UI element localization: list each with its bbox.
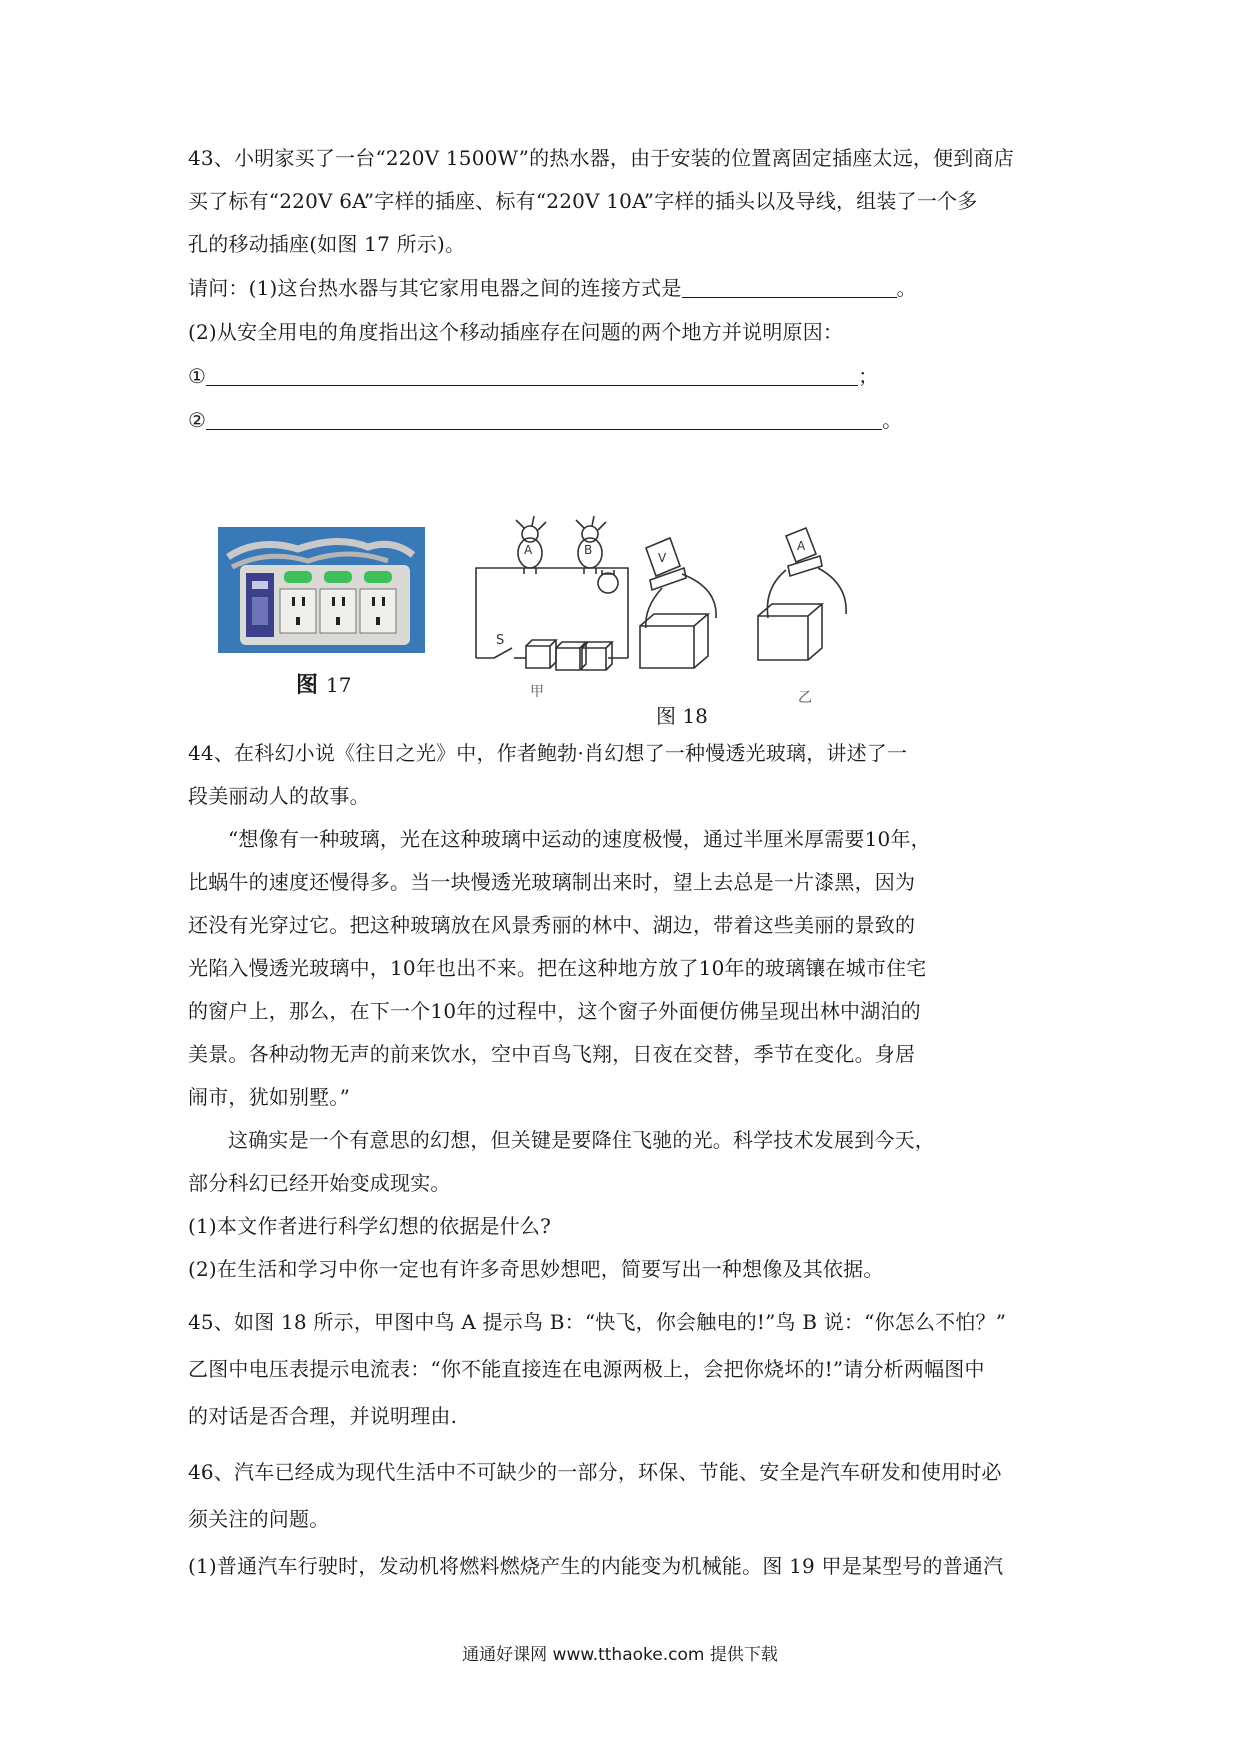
q45-line-1: 45、如图 18 所示，甲图中鸟 A 提示鸟 B：“快飞，你会触电的!”鸟 B 说：“你怎么不怕？”	[188, 1310, 1007, 1334]
q45-line-2: 乙图中电压表提示电流表：“你不能直接连在电源两极上，会把你烧坏的!”请分析两幅图中	[188, 1357, 985, 1381]
q44-quote-line-6: 美景。各种动物无声的前来饮水，空中百鸟飞翔，日夜在交替，季节在变化。身居	[188, 1042, 916, 1066]
q44-quote-line-3: 还没有光穿过它。把这种玻璃放在风景秀丽的林中、湖边，带着这些美丽的景致的	[188, 913, 916, 937]
sub-figure-yi-label: 乙	[798, 690, 812, 706]
sub-figure-jia-label: 甲	[530, 684, 544, 700]
voltmeter-label: V	[658, 551, 667, 565]
figure-17-caption-number: 17	[326, 673, 352, 697]
page-footer: 通通好课网 www.tthaoke.com 提供下载	[462, 1645, 778, 1665]
q43-ask-1-text: 请问：(1)这台热水器与其它家用电器之间的连接方式是	[188, 276, 682, 300]
bird-b-label: B	[584, 543, 593, 557]
q43-line-2: 买了标有“220V 6A”字样的插座、标有“220V 10A”字样的插头以及导线，组装了一个多	[188, 189, 978, 213]
q46-line-3: (1)普通汽车行驶时，发动机将燃料燃烧产生的内能变为机械能。图 19 甲是某型号的普通汽	[188, 1554, 1004, 1578]
q45-line-3: 的对话是否合理，并说明理由.	[188, 1404, 458, 1428]
q44-line-2: 段美丽动人的故事。	[188, 784, 370, 808]
q43-blank-1-end: ；	[858, 364, 879, 388]
q43-ask-2: (2)从安全用电的角度指出这个移动插座存在问题的两个地方并说明原因：	[188, 320, 844, 344]
q46-line-1: 46、汽车已经成为现代生活中不可缺少的一部分，环保、节能、安全是汽车研发和使用时必	[188, 1460, 1002, 1484]
answer-blank-problem-1[interactable]	[206, 365, 858, 386]
q44-line-1: 44、在科幻小说《往日之光》中，作者鲍勃·肖幻想了一种慢透光玻璃，讲述了一	[188, 741, 908, 765]
bird-a-label: A	[524, 543, 533, 557]
q43-line-3: 孔的移动插座(如图 17 所示)。	[188, 232, 466, 256]
figure-18-circuit-diagrams	[468, 508, 928, 708]
q44-sub-question-2: (2)在生活和学习中你一定也有许多奇思妙想吧，简要写出一种想像及其依据。	[188, 1257, 884, 1281]
ammeter-label: A	[797, 539, 806, 553]
q44-quote-line-2: 比蜗牛的速度还慢得多。当一块慢透光玻璃制出来时，望上去总是一片漆黑，因为	[188, 870, 916, 894]
figure-17-caption	[296, 668, 351, 699]
circled-one-mark: ①	[188, 364, 207, 388]
answer-blank-connection[interactable]	[682, 277, 897, 298]
q44-para-line-1: 这确实是一个有意思的幻想，但关键是要降住飞驰的光。科学技术发展到今天，	[228, 1128, 935, 1152]
answer-blank-problem-2[interactable]	[206, 409, 882, 430]
q43-blank-line-2	[188, 407, 1058, 433]
circled-two-mark: ②	[188, 408, 207, 432]
q44-sub-question-1: (1)本文作者进行科学幻想的依据是什么?	[188, 1214, 552, 1238]
q43-blank-2-end: 。	[882, 408, 903, 432]
switch-label: S	[496, 633, 505, 648]
figure-17-caption-label: 图	[296, 672, 319, 698]
q44-quote-line-4: 光陷入慢透光玻璃中，10年也出不来。把在这种地方放了10年的玻璃镶在城市住宅	[188, 956, 927, 980]
q44-quote-line-5: 的窗户上，那么，在下一个10年的过程中，这个窗子外面便仿佛呈现出林中湖泊的	[188, 999, 921, 1023]
q43-ask-1-end: 。	[896, 276, 917, 300]
q44-quote-line-7: 闹市，犹如别墅。”	[188, 1085, 351, 1109]
q46-line-2: 须关注的问题。	[188, 1507, 330, 1531]
figure-17-power-strip-photo	[218, 527, 425, 653]
q43-ask-1	[188, 275, 1058, 301]
q44-quote-line-1: “想像有一种玻璃，光在这种玻璃中运动的速度极慢，通过半厘米厚需要10年，	[228, 827, 931, 851]
figure-18-caption: 图 18	[656, 704, 708, 728]
q43-line-1: 43、小明家买了一台“220V 1500W”的热水器，由于安装的位置离固定插座太远，便到商店	[188, 146, 1014, 170]
q43-blank-line-1	[188, 363, 1058, 389]
q44-para-line-2: 部分科幻已经开始变成现实。	[188, 1171, 451, 1195]
